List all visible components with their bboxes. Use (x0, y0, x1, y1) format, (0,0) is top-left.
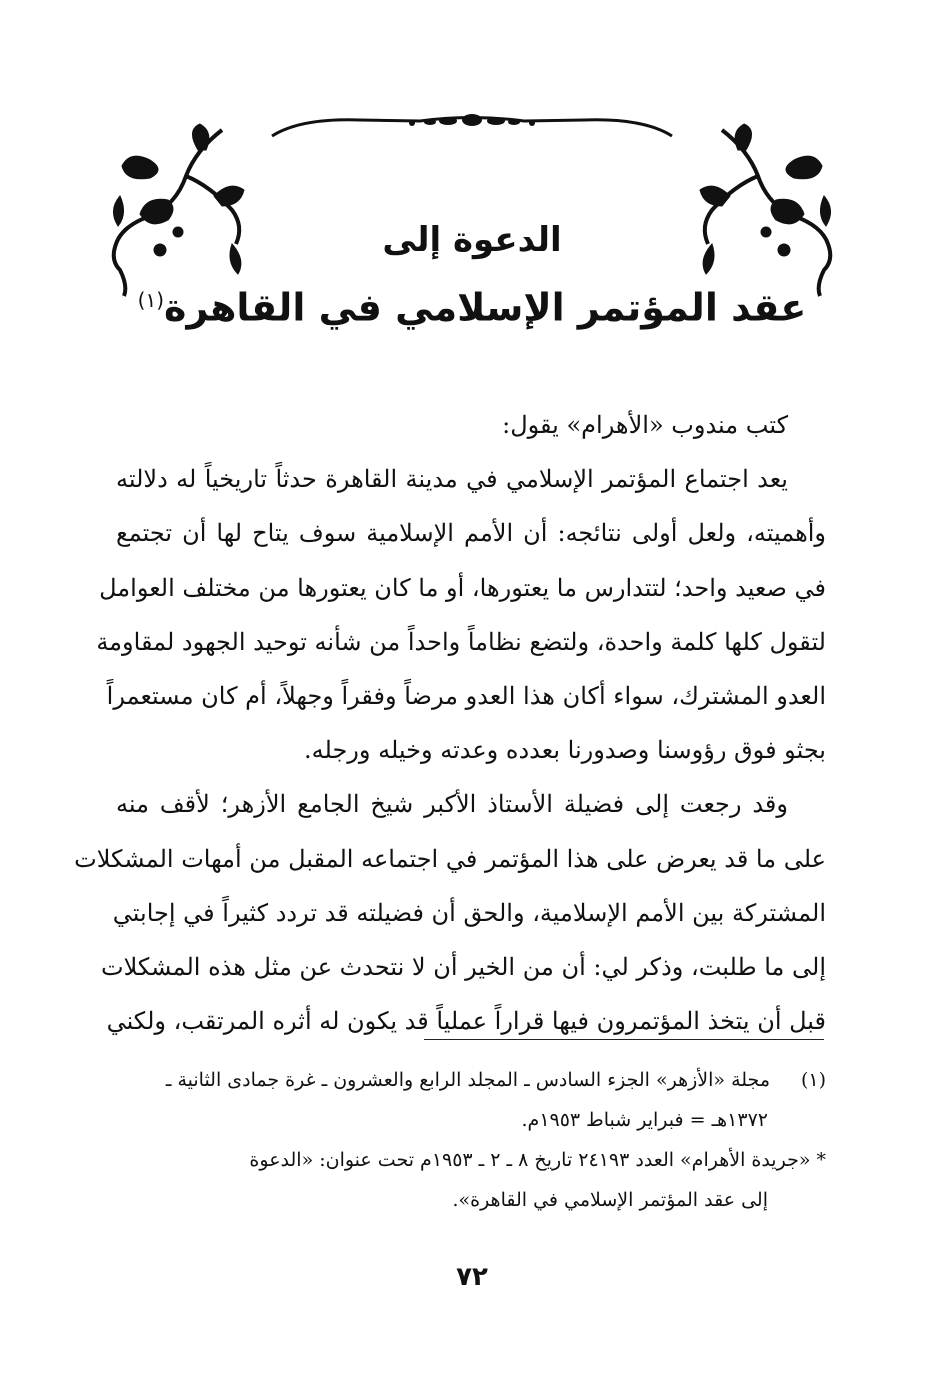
paragraph-line: على ما قد يعرض على هذا المؤتمر في اجتماعه المقبل من أمهات المشكلات (74, 844, 826, 873)
footnotes (112, 1060, 826, 1220)
chapter-title-line1: الدعوة إلى (382, 220, 562, 260)
footnote-1-line (112, 1060, 826, 1100)
footnote-2-line: * «جريدة الأهرام» العدد ٢٤١٩٣ تاريخ ٨ ـ ٢ ـ ١٩٥٣م تحت عنوان: «الدعوة (249, 1149, 826, 1171)
footnote-text: مجلة «الأزهر» الجزء السادس ـ المجلد الرابع والعشرون ـ غرة جمادى الثانية ـ (165, 1069, 770, 1091)
paragraph-line: وقد رجعت إلى فضيلة الأستاذ الأكبر شيخ الجامع الأزهر؛ لأقف منه (116, 790, 788, 819)
paragraph-line: بجثو فوق رؤوسنا وصدورنا بعدده وعدته وخيله ورجله. (304, 736, 826, 765)
ornament-right-flourish (700, 124, 831, 296)
footnote-1-line: ١٣٧٢هـ = فبراير شباط ١٩٥٣م. (521, 1109, 768, 1131)
paragraph-line: لتقول كلها كلمة واحدة، ولتضع نظاماً واحداً من شأنه توحيد الجهود لمقاومة (96, 627, 826, 656)
chapter-title-line2 (110, 272, 834, 336)
chapter-title-text: عقد المؤتمر الإسلامي في القاهرة (164, 285, 807, 330)
page-number: ٧٢ (456, 1262, 488, 1292)
ornament-center-motif (409, 114, 535, 126)
paragraph-line: المشتركة بين الأمم الإسلامية، والحق أن فضيلته قد تردد كثيراً في إجابتي (112, 898, 826, 927)
paragraph-line: وأهميته، ولعل أولى نتائجه: أن الأمم الإسلامية سوف يتاح لها أن تجتمع (116, 519, 826, 548)
paragraph-line: إلى ما طلبت، وذكر لي: أن من الخير أن لا نتحدث عن مثل هذه المشكلات (101, 953, 826, 982)
paragraph-line: يعد اجتماع المؤتمر الإسلامي في مدينة القاهرة حدثاً تاريخياً له دلالته (116, 465, 788, 494)
paragraph-line: العدو المشترك، سواء أكان هذا العدو مرضاً وفقراً وجهلاً، أم كان مستعمراً (106, 682, 826, 711)
footnote-2-line: إلى عقد المؤتمر الإسلامي في القاهرة». (452, 1189, 768, 1211)
footnote-number: (١) (800, 1069, 826, 1091)
body-text (74, 398, 826, 1048)
paragraph-line: كتب مندوب «الأهرام» يقول: (502, 411, 788, 439)
paragraph-line: قبل أن يتخذ المؤتمرون فيها قراراً عملياً قد يكون له أثره المرتقب، ولكني (106, 1007, 826, 1036)
footnote-divider (424, 1039, 824, 1040)
footnote-ref: (١) (137, 288, 165, 312)
ornament-left-flourish (113, 124, 244, 296)
paragraph-line: في صعيد واحد؛ لتتدارس ما يعتورها، أو ما كان يعتورها من مختلف العوامل (99, 573, 826, 602)
